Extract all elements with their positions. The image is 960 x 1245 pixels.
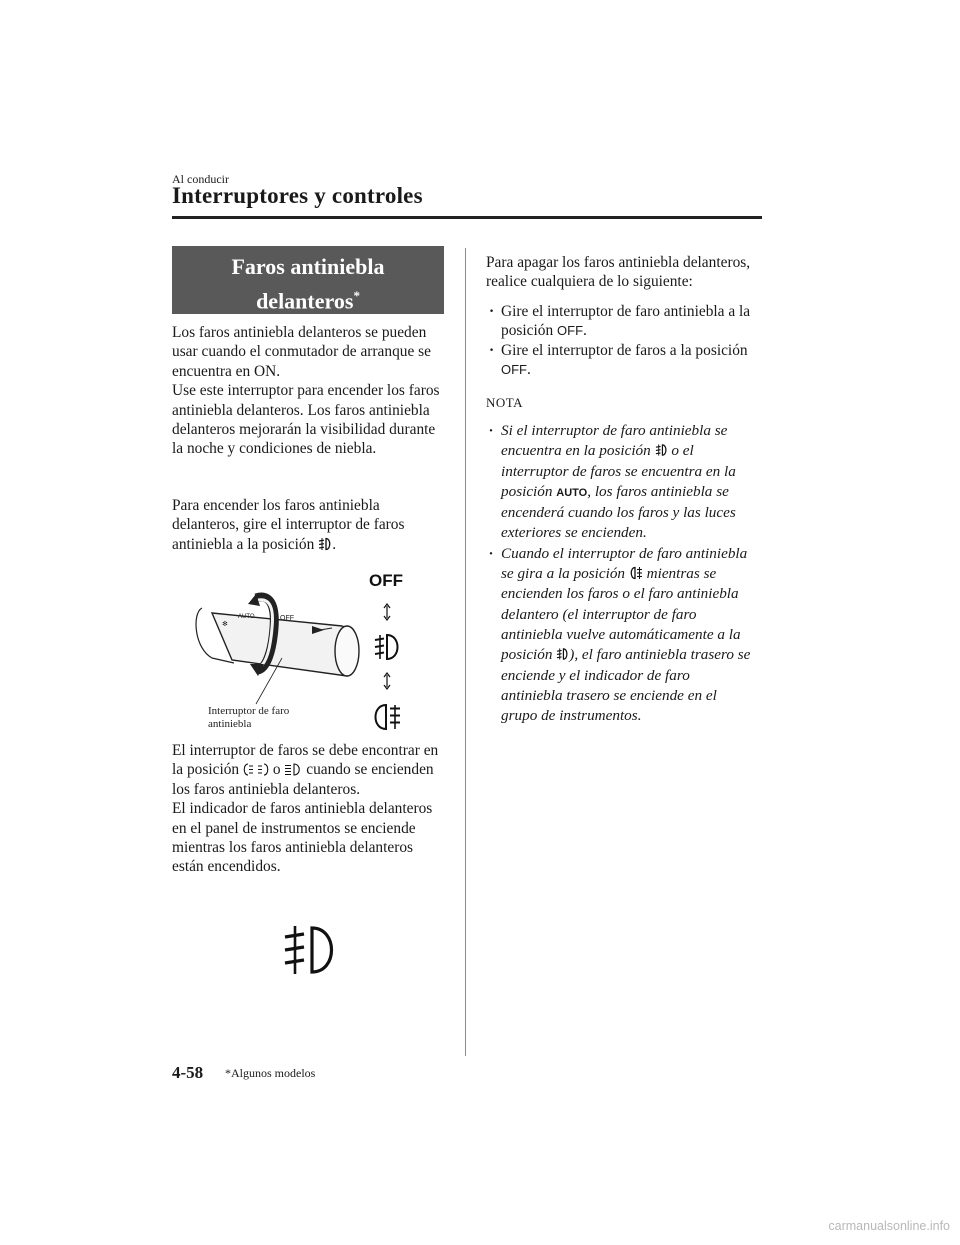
turn-off-intro: Para apagar los faros antiniebla delanteros, realice cualquiera de lo siguiente: bbox=[486, 254, 751, 291]
header-rule bbox=[172, 216, 762, 219]
footnote: *Algunos modelos bbox=[225, 1066, 316, 1080]
turn-off-list bbox=[486, 302, 762, 380]
rear-fog-light-icon bbox=[629, 566, 643, 580]
note-list bbox=[486, 421, 752, 726]
fog-switch-callout: Interruptor de faro antiniebla bbox=[208, 705, 290, 730]
auto-label: AUTO bbox=[556, 486, 588, 499]
rear-fog-position-icon bbox=[376, 705, 401, 729]
purpose-text: Use este interruptor para encender los faros antiniebla delanteros. Los faros antiniebla delanteros mejorarán la visibilidad durante la noche y condiciones de niebla. bbox=[172, 382, 440, 458]
section-title: Al conducir bbox=[172, 172, 229, 186]
asterisk: * bbox=[353, 288, 360, 303]
fog-switch-figure bbox=[172, 568, 452, 738]
off-position-label: OFF bbox=[369, 571, 403, 590]
front-fog-light-icon bbox=[318, 537, 332, 551]
front-fog-light-icon bbox=[556, 647, 569, 661]
front-fog-position-icon bbox=[375, 635, 398, 659]
intro-paragraph: Los faros antiniebla delanteros se pueden usar cuando el conmutador de arranque se encuentra en ON. Use este interruptor para encender los faros antiniebla delanteros. Los faros antiniebla delanteros mejorarán la visibilidad durante la noche y condiciones de niebla. bbox=[172, 324, 440, 458]
svg-text:AUTO: AUTO bbox=[238, 614, 255, 620]
column-divider bbox=[465, 248, 466, 1056]
watermark: carmanualsonline.info bbox=[828, 1219, 950, 1233]
chapter-title: Interruptores y controles bbox=[172, 183, 423, 208]
turn-on-paragraph: Para encender los faros antiniebla delanteros, gire el interruptor de faros antiniebla a la posición . bbox=[172, 497, 405, 553]
section-banner bbox=[172, 246, 444, 314]
svg-text:✻: ✻ bbox=[222, 621, 228, 628]
banner-title-line2: delanteros* bbox=[256, 288, 360, 314]
note-item: · Cuando el interruptor de faro antiniebla se gira a la posición mientras se encienden los faros o el faro antiniebla delantero (el interruptor de faro antiniebla vuelve automáticamente a la posición ), el faro antiniebla trasero se enciende y el indicador de faro antiniebla trasero se enciende en el grupo de instrumentos. bbox=[486, 544, 752, 727]
note-title: NOTA bbox=[486, 395, 524, 410]
page-number: 4-58 bbox=[172, 1063, 204, 1082]
note-item: · Si el interruptor de faro antiniebla se encuentra en la posición o el interruptor de faros se encuentra en la posición AUTO, los faros antiniebla se encenderá cuando los faros y las luces exteriores se encienden. bbox=[486, 421, 752, 544]
headlight-icon bbox=[284, 763, 302, 776]
svg-text:OFF: OFF bbox=[280, 615, 294, 622]
list-item: · Gire el interruptor de faro antiniebla a la posición OFF. bbox=[486, 302, 762, 341]
indicator-text: El indicador de faros antiniebla delanteros en el panel de instrumentos se enciende mientras los faros antiniebla delanteros están encendidos. bbox=[172, 800, 433, 876]
front-fog-indicator-icon bbox=[282, 925, 340, 975]
parking-lights-icon bbox=[243, 763, 269, 776]
front-fog-light-icon bbox=[655, 443, 668, 457]
list-item: · Gire el interruptor de faros a la posición OFF. bbox=[486, 341, 762, 380]
requirement-paragraph: El interruptor de faros se debe encontrar en la posición o cuando se encienden los faros antiniebla delanteros. El indicador de faros antiniebla delanteros en el panel de instrumentos se enciende mientras los faros antiniebla delanteros están encendidos. bbox=[172, 742, 439, 876]
banner-title-line1: Faros antiniebla bbox=[231, 254, 385, 279]
